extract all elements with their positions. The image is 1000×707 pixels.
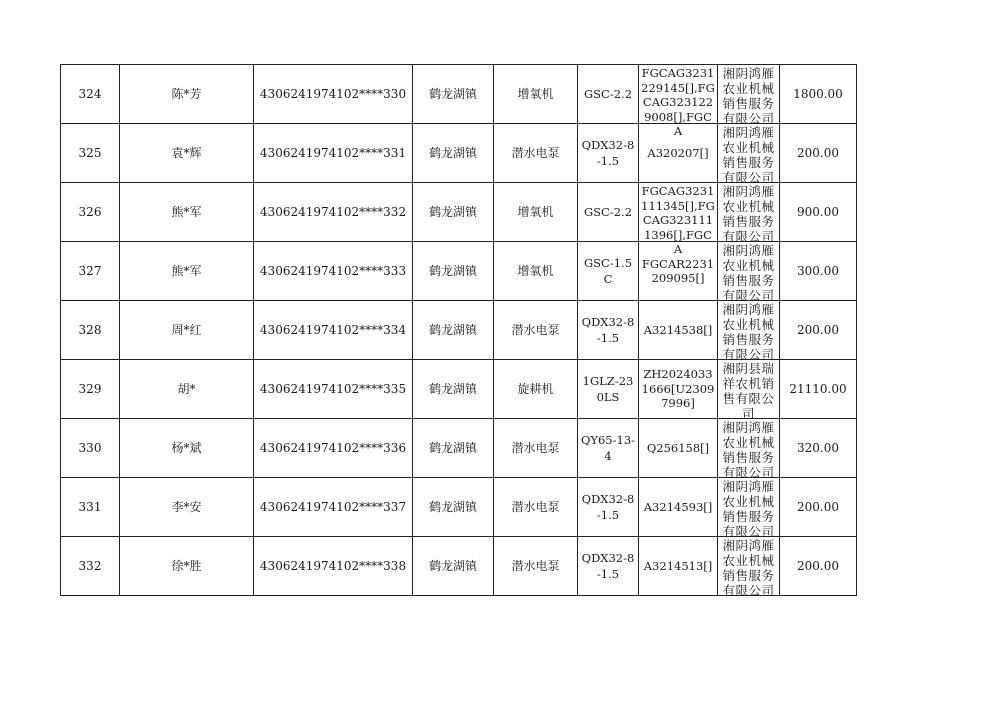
model-cell: QDX32-8-1.5 [578, 478, 639, 537]
id-number-cell: 4306241974102****332 [254, 183, 413, 242]
subsidy-table [60, 64, 857, 596]
town-cell: 鹤龙湖镇 [413, 537, 494, 596]
name-cell: 徐*胜 [120, 537, 254, 596]
table-row [61, 301, 857, 360]
dealer-cell: 湘阴鸿雁农业机械销售服务有限公司 [718, 537, 780, 596]
model-cell: GSC-1.5C [578, 242, 639, 301]
row-number-cell: 330 [61, 419, 120, 478]
table-row [61, 419, 857, 478]
serial-number-cell: FGCAG3231229145[],FGCAG3231229008[],FGCA [639, 65, 718, 124]
machine-type-cell: 潜水电泵 [494, 124, 578, 183]
amount-cell: 200.00 [780, 478, 857, 537]
amount-cell: 300.00 [780, 242, 857, 301]
serial-number-cell: ZH20240331666[U23097996] [639, 360, 718, 419]
id-number-cell: 4306241974102****333 [254, 242, 413, 301]
machine-type-cell: 旋耕机 [494, 360, 578, 419]
serial-number-cell: FGCAG3231111345[],FGCAG3231111396[],FGCA [639, 183, 718, 242]
id-number-cell: 4306241974102****335 [254, 360, 413, 419]
machine-type-cell: 潜水电泵 [494, 419, 578, 478]
amount-cell: 21110.00 [780, 360, 857, 419]
machine-type-cell: 潜水电泵 [494, 537, 578, 596]
table-row [61, 124, 857, 183]
town-cell: 鹤龙湖镇 [413, 360, 494, 419]
id-number-cell: 4306241974102****338 [254, 537, 413, 596]
amount-cell: 200.00 [780, 301, 857, 360]
table-body [61, 65, 857, 596]
amount-cell: 900.00 [780, 183, 857, 242]
row-number-cell: 328 [61, 301, 120, 360]
town-cell: 鹤龙湖镇 [413, 124, 494, 183]
name-cell: 熊*军 [120, 242, 254, 301]
id-number-cell: 4306241974102****330 [254, 65, 413, 124]
model-cell: QDX32-8-1.5 [578, 124, 639, 183]
id-number-cell: 4306241974102****331 [254, 124, 413, 183]
machine-type-cell: 潜水电泵 [494, 478, 578, 537]
row-number-cell: 331 [61, 478, 120, 537]
name-cell: 李*安 [120, 478, 254, 537]
serial-number-cell: Q256158[] [639, 419, 718, 478]
town-cell: 鹤龙湖镇 [413, 242, 494, 301]
row-number-cell: 324 [61, 65, 120, 124]
machine-type-cell: 增氧机 [494, 242, 578, 301]
town-cell: 鹤龙湖镇 [413, 301, 494, 360]
model-cell: QDX32-8-1.5 [578, 537, 639, 596]
name-cell: 陈*芳 [120, 65, 254, 124]
id-number-cell: 4306241974102****336 [254, 419, 413, 478]
dealer-cell: 湘阴鸿雁农业机械销售服务有限公司 [718, 301, 780, 360]
table-row [61, 65, 857, 124]
id-number-cell: 4306241974102****337 [254, 478, 413, 537]
dealer-cell: 湘阴县瑞祥农机销售有限公司 [718, 360, 780, 419]
table-row [61, 478, 857, 537]
name-cell: 熊*军 [120, 183, 254, 242]
machine-type-cell: 增氧机 [494, 65, 578, 124]
machine-type-cell: 潜水电泵 [494, 301, 578, 360]
row-number-cell: 332 [61, 537, 120, 596]
name-cell: 杨*斌 [120, 419, 254, 478]
town-cell: 鹤龙湖镇 [413, 478, 494, 537]
serial-number-cell: FGCAR2231209095[] [639, 242, 718, 301]
table-row [61, 360, 857, 419]
dealer-cell: 湘阴鸿雁农业机械销售服务有限公司 [718, 183, 780, 242]
name-cell: 周*红 [120, 301, 254, 360]
serial-number-cell: A320207[] [639, 124, 718, 183]
serial-number-cell: A3214593[] [639, 478, 718, 537]
row-number-cell: 326 [61, 183, 120, 242]
town-cell: 鹤龙湖镇 [413, 183, 494, 242]
dealer-cell: 湘阴鸿雁农业机械销售服务有限公司 [718, 478, 780, 537]
dealer-cell: 湘阴鸿雁农业机械销售服务有限公司 [718, 65, 780, 124]
dealer-cell: 湘阴鸿雁农业机械销售服务有限公司 [718, 124, 780, 183]
dealer-cell: 湘阴鸿雁农业机械销售服务有限公司 [718, 242, 780, 301]
model-cell: GSC-2.2 [578, 183, 639, 242]
town-cell: 鹤龙湖镇 [413, 65, 494, 124]
amount-cell: 1800.00 [780, 65, 857, 124]
dealer-cell: 湘阴鸿雁农业机械销售服务有限公司 [718, 419, 780, 478]
name-cell: 胡* [120, 360, 254, 419]
table-row [61, 242, 857, 301]
model-cell: QY65-13-4 [578, 419, 639, 478]
table-row [61, 537, 857, 596]
id-number-cell: 4306241974102****334 [254, 301, 413, 360]
name-cell: 袁*辉 [120, 124, 254, 183]
table-row [61, 183, 857, 242]
amount-cell: 200.00 [780, 124, 857, 183]
model-cell: GSC-2.2 [578, 65, 639, 124]
row-number-cell: 327 [61, 242, 120, 301]
amount-cell: 320.00 [780, 419, 857, 478]
row-number-cell: 329 [61, 360, 120, 419]
serial-number-cell: A3214538[] [639, 301, 718, 360]
serial-number-cell: A3214513[] [639, 537, 718, 596]
model-cell: QDX32-8-1.5 [578, 301, 639, 360]
machine-type-cell: 增氧机 [494, 183, 578, 242]
amount-cell: 200.00 [780, 537, 857, 596]
town-cell: 鹤龙湖镇 [413, 419, 494, 478]
row-number-cell: 325 [61, 124, 120, 183]
model-cell: 1GLZ-230LS [578, 360, 639, 419]
